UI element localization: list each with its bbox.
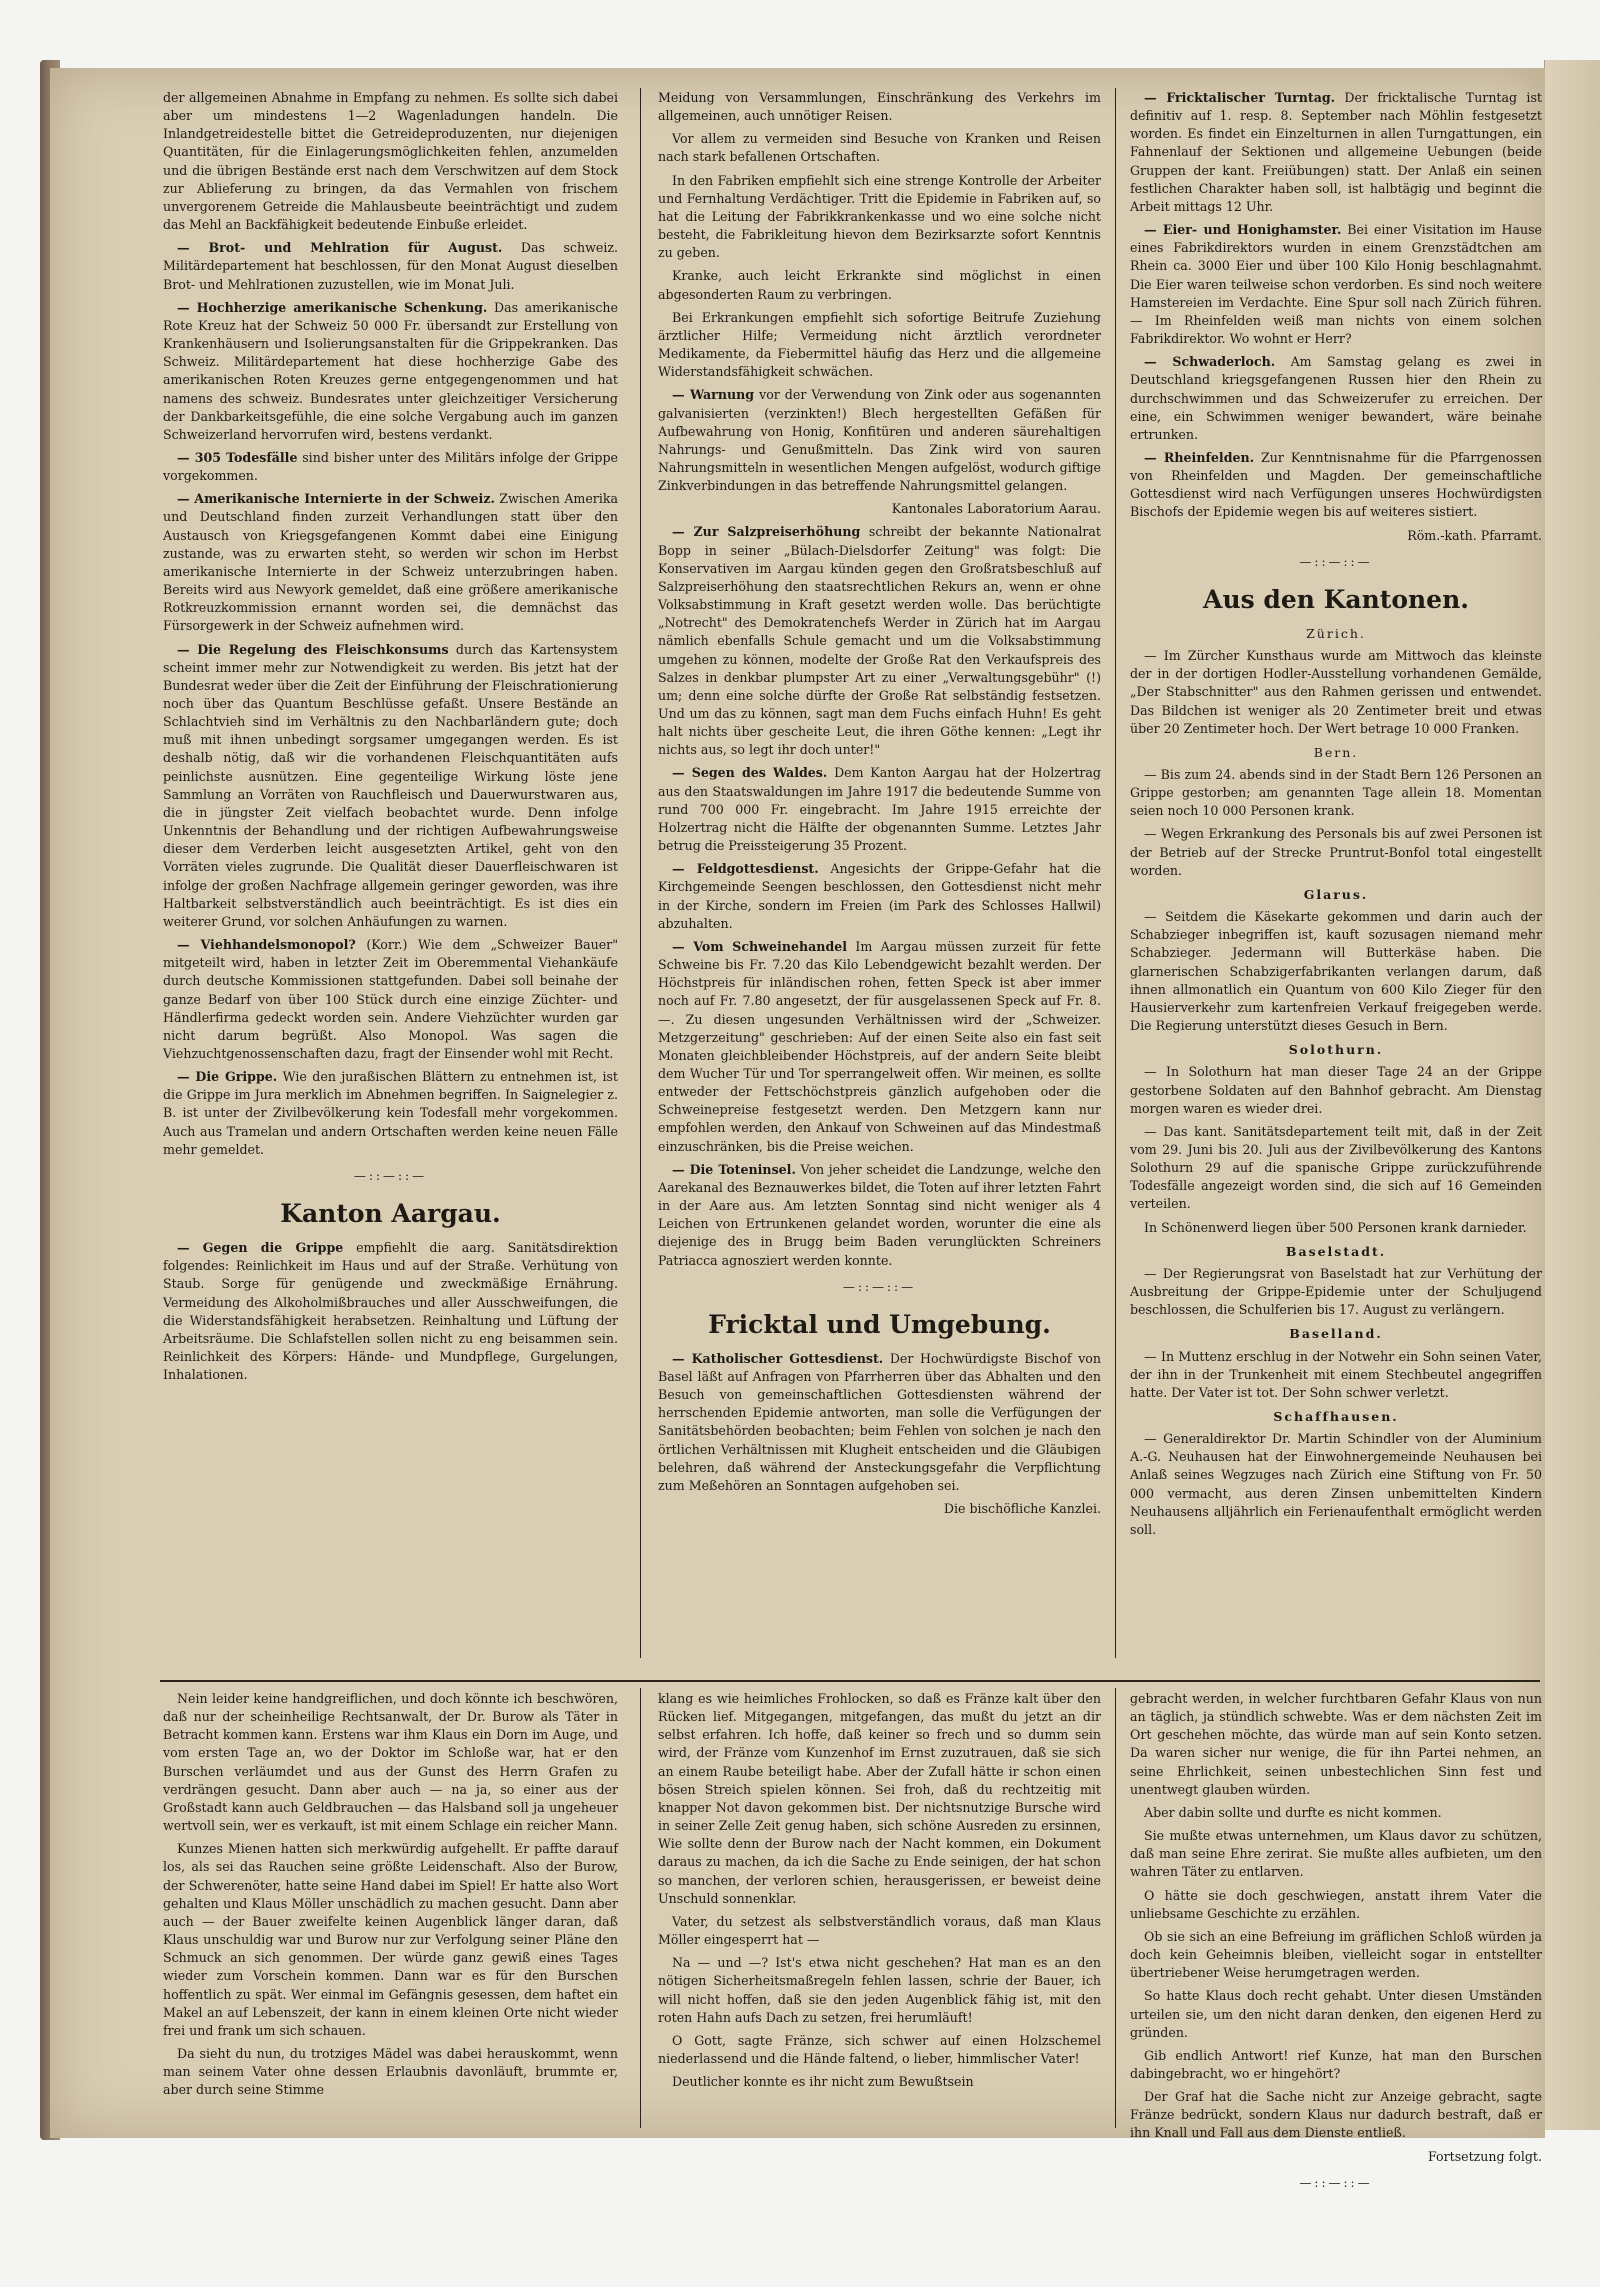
canton-subheading: Baselstadt.: [1285, 1243, 1387, 1259]
article-lead: — Hochherzige amerikanische Schenkung.: [177, 299, 488, 315]
canton-subheading: Schaffhausen.: [1273, 1409, 1399, 1424]
feuilleton-text: Der Graf hat die Sache nicht zur Anzeige gebracht, sagte Fränze bedrückt, sondern Klaus nur dadurch bestraft, daß er ihn Knall und Fall aus dem Dienste entließ.: [1130, 2089, 1542, 2141]
column-1: [163, 89, 618, 1668]
article: [658, 938, 1101, 1156]
article-signature: Kantonales Laboratorium Aarau.: [891, 501, 1101, 517]
article-text: — Bis zum 24. abends sind in der Stadt Bern 126 Personen an Grippe gestorben; am genannten Tage allein 18. Momentan seien noch 10 000 Personen krank.: [1130, 767, 1542, 819]
feuilleton-text: Sie mußte etwas unternehmen, um Klaus davor zu schützen, daß man seine Ehre zerirat. Sie mußte alles aufbieten, um den wahren Täter zu entlarven.: [1130, 1828, 1542, 1880]
article-text: vor der Verwendung von Zink oder aus sogenannten galvanisierten (verzinkten!) Blech hergestellten Gefäßen für Aufbewahrung von Honig, Konfitüren und anderen säurehaltigen Nahrungs- und Genußmitteln. Das Zink wird von sauren Nahrungsmitteln in wesentlichen Mengen aufgelöst, wodurch giftige Zinkverbindungen in das betreffende Nahrungsmittel gelangen.: [658, 387, 1101, 494]
article-text: Zur Kenntnisnahme für die Pfarrgenossen von Rheinfelden und Magden. Der gemeinschaftliche Gottesdienst wird nach Verfügungen unseres Hochwürdigsten Bischofs der Epidemie wegen bis auf weiteres sistiert.: [1130, 449, 1542, 520]
article-lead: — Die Toteninsel.: [672, 1161, 796, 1177]
article-lead: — Segen des Waldes.: [672, 765, 828, 781]
feuilleton-text: So hatte Klaus doch recht gehabt. Unter diesen Umständen urteilen sie, um den nicht daran denken, den eigenen Herd zu gründen.: [1130, 1988, 1542, 2040]
article: [658, 1161, 1101, 1270]
feuilleton-rule: [160, 1680, 1540, 1682]
article-signature: Röm.-kath. Pfarramt.: [1407, 527, 1542, 543]
article-text: In den Fabriken empfiehlt sich eine strenge Kontrolle der Arbeiter und Fernhaltung Verdächtiger. Tritt die Epidemie in Fabriken auf, so hat die Leitung der Fabrikkrankenkasse und wo eine solche nicht besteht, die Fabrikleitung hievon dem Bezirksarzte sofort Kenntnis zu geben.: [658, 172, 1101, 261]
section-heading-aargau: Kanton Aargau.: [280, 1199, 501, 1229]
article-lead: — Schwaderloch.: [1144, 354, 1276, 370]
article-text: Das schweiz. Militärdepartement hat beschlossen, für den Monat August dieselben Brot- und Mehlrationen zuzustellen, wie im Monat Juli.: [163, 240, 618, 292]
article-text: Der fricktalische Turntag ist definitiv auf 1. resp. 8. September nach Möhlin festgesetzt worden. Es findet ein Einzelturnen in allen Turngattungen, ein Fahnenlauf der Sektionen und allgemeine Uebungen (beide Gruppen der kant. Freiübungen) statt. Der Anlaß ein seinen festlichen Charakter haben soll, ist halbtägig und beginnt die Arbeit mittags 12 Uhr.: [1130, 90, 1542, 214]
article-text: Angesichts der Grippe-Gefahr hat die Kirchgemeinde Seengen beschlossen, den Gottesdienst nicht mehr in der Kirche, sondern im Freien (im Park des Schlosses Hallwil) abzuhalten.: [658, 861, 1101, 931]
article-text: — Wegen Erkrankung des Personals bis auf zwei Personen ist der Betrieb auf der Strecke Pruntrut-Bonfol total eingestellt worden.: [1130, 826, 1542, 878]
article: [163, 490, 618, 635]
feuilleton-text: Deutlicher konnte es ihr nicht zum Bewußtsein: [672, 2074, 974, 2090]
article-lead: — Warnung: [672, 387, 755, 403]
article: [1130, 89, 1542, 216]
article-text: Am Samstag gelang es zwei in Deutschland kriegsgefangenen Russen hier den Rhein zu durchschwimmen und das Schweizerufer zu erreichen. Der eine, ein Schwimmen weniger bewandert, wäre beinahe ertrunken.: [1130, 354, 1542, 442]
section-heading-fricktal: Fricktal und Umgebung.: [708, 1309, 1051, 1339]
article: [163, 936, 618, 1063]
feuilleton-text: Gib endlich Antwort! rief Kunze, hat man den Burschen dabingebracht, wo er hingehört?: [1130, 2047, 1542, 2081]
feuilleton-column-2: [658, 1690, 1101, 2128]
section-heading-kantone: Aus den Kantonen.: [1203, 584, 1469, 614]
column-rule: [640, 88, 641, 1658]
article: [658, 1350, 1101, 1495]
article-lead: — Feldgottesdienst.: [672, 861, 819, 877]
article: [658, 523, 1101, 759]
article-lead: — Brot- und Mehlration für August.: [177, 240, 503, 256]
article-text: Zwischen Amerika und Deutschland finden zurzeit Verhandlungen statt über den Austausch von Kriegsgefangenen Kommt dabei eine Einigung zustande, was zu erwarten steht, so werden wir schon im Herbst amerikanische Internierte in der Schweiz unterzubringen haben. Bereits wird aus Newyork gemeldet, daß eine größere amerikanische Rotkreuzkommission ernannt worden sei, die demnächst das Fürsorgewerk in der Schweiz aufnehmen wird.: [163, 491, 618, 634]
article-text: sind bisher unter des Militärs infolge der Grippe vorgekommen.: [163, 449, 618, 484]
article-text: der allgemeinen Abnahme in Empfang zu nehmen. Es sollte sich dabei aber um mindestens 1—2 Wagenladungen handeln. Die Inlandgetreidestelle bittet die Getreideproduzenten, nur diejenigen Quantitäten, für die Einlagerungsmöglichkeiten fehlen, anzumelden und die übrigen Bestände erst nach dem Verschwitzen auf dem Stock zur Ablieferung zu bringen, da das Vermahlen von frischem unvergorenem Getreide die Mahlausbeute beeinträchtigt und zudem das Mehl an Backfähigkeit bedeutende Einbuße erleidet.: [163, 90, 618, 233]
canton-subheading: Zürich.: [1306, 625, 1366, 641]
article-lead: — Die Grippe.: [177, 1069, 278, 1085]
continuation-note: Fortsetzung folgt.: [1427, 2148, 1542, 2164]
article-text: Wie den juraßischen Blättern zu entnehmen ist, ist die Grippe im Jura merklich im Abnehmen begriffen. In Saignelegier z. B. ist unter der Zivilbevölkerung kein Todesfall mehr vorgekommen. Auch aus Tramelan und andern Ortschaften werden keine neuen Fälle mehr gemeldet.: [163, 1069, 618, 1157]
article-lead: — 305 Todesfälle: [177, 449, 298, 465]
article-text: Kranke, auch leicht Erkrankte sind möglichst in einen abgesonderten Raum zu verbringen.: [658, 268, 1101, 302]
article: [658, 860, 1101, 933]
feuilleton-column-1: [163, 1690, 618, 2128]
column-rule: [640, 1688, 641, 2128]
article-text: Von jeher scheidet die Landzunge, welche den Aarekanal des Beznauwerkes bildet, die Toten auf ihrer letzten Fahrt in der Aare aus. Am letzten Sonntag sind nicht weniger als 4 Leichen von Ertrunkenen gelandet worden, worunter die eine als diejenige des in Brugg beim Baden verunglückten Schreiners Patriacca agnosziert werden konnte.: [658, 1161, 1101, 1268]
section-separator: —::—::—: [1299, 2175, 1373, 2190]
canton-subheading: Glarus.: [1303, 886, 1369, 902]
article-text: (Korr.) Wie dem „Schweizer Bauer" mitgeteilt wird, haben in letzter Zeit im Oberemmental Viehankäufe durch deutsche Kommissionen stattgefunden. Dabei soll beinahe der ganze Bedarf von über 100 Stück durch eine einzige Züchter- und Händlerfirma gedeckt worden sein. Andere Viehzüchter wurden gar nicht darum begrüßt. Also Monopol. Was sagen die Viehzuchtgenossenschaften dazu, fragt der Einsender wohl mit Recht.: [163, 937, 618, 1061]
article-text: Dem Kanton Aargau hat der Holzertrag aus den Staatswaldungen im Jahre 1917 die bedeutende Summe von rund 700 000 Fr. eingebracht. Im Jahre 1915 erreichte der Holzertrag nicht die Hälfte der obgenannten Summe. Letztes Jahr betrug die Preissteigerung 35 Prozent.: [658, 765, 1101, 854]
column-rule: [1115, 1688, 1116, 2128]
article-lead: — Zur Salzpreiserhöhung: [672, 524, 861, 540]
article-text: empfiehlt die aarg. Sanitätsdirektion folgendes: Reinlichkeit im Haus und auf der Straße. Verhütung von Staub. Sorge für genügende und zweckmäßige Ernährung. Vermeidung des Alkoholmißbrauches und aller Ausschweifungen, die die Widerstandsfähigkeit herabsetzen. Reinhaltung und Lüftung der Arbeitsräume. Die Schlafstellen sollen nicht zu eng beisammen sein. Reinlichkeit des Körpers: Hände- und Mundpflege, Gurgelungen, Inhalationen.: [163, 1240, 618, 1383]
article-text: Der Hochwürdigste Bischof von Basel läßt auf Anfragen von Pfarrherren über das Abhalten und den Besuch von gemeinschaftlichen Gottesdiensten während der herrschenden Epidemie antworten, man solle die Verfügungen der Sanitätsbehörden beobachten; beim Fehlen von solchen je nach den örtlichen Verhältnissen mit Klugheit entscheiden und die Gläubigen belehren, daß während der Ansteckungsgefahr die Verpflichtung zum Meßehören an Sonntagen aufgehoben sei.: [658, 1350, 1101, 1493]
article-lead: — Amerikanische Internierte in der Schweiz.: [177, 491, 495, 507]
feuilleton-text: Ob sie sich an eine Befreiung im gräflichen Schloß würden ja doch kein Geheimnis bleiben, vielleicht sogar in entstellter übertriebener Weise herumgetragen werden.: [1130, 1928, 1542, 1981]
adjacent-page-edge: [1544, 60, 1600, 2130]
feuilleton-text: O Gott, sagte Fränze, sich schwer auf einen Holzschemel niederlassend und die Hände faltend, o lieber, himmlischer Vater!: [658, 2032, 1101, 2066]
feuilleton-column-3: [1130, 1690, 1542, 2190]
feuilleton-text: Na — und —? Ist's etwa nicht geschehen? Hat man es an den nötigen Sicherheitsmaßregeln fehlen lassen, schrie der Bauer, ich will nicht hoffen, daß sie den jeden Augenblick fähig ist, mit den roten Hahn aufs Dach zu setzen, frei herumläuft!: [658, 1955, 1101, 2025]
feuilleton-text: Aber dabin sollte und durfte es nicht kommen.: [1144, 1804, 1442, 1820]
section-separator: —::—::—: [353, 1168, 428, 1183]
article: [1130, 449, 1542, 522]
section-separator: —::—::—: [842, 1279, 917, 1294]
article-text: durch das Kartensystem scheint immer mehr zur Notwendigkeit zu werden. Bis jetzt hat der Bundesrat weder über die Zeit der Einführung der Fleischrationierung noch über das Quantum Beschlüsse gefaßt. Unsere Bestände an Schlachtvieh sind im Verhältnis zu den Nachbarländern gute; doch muß mit ihnen unbedingt sorgsamer umgegangen werden. Es ist deshalb nötig, daß wir die vorhandenen Fleischquantitäten aufs peinlichste ausnützen. Eine gegenteilige Wirkung löste jene Sammlung an Vorräten von Rauchfleisch und Dauerwurstwaren aus, die in jüngster Zeit vielfach beobachtet wurde. Denn infolge Unkenntnis der Behandlung und der richtigen Aufbewahrungsweise dieser dem Verderben leicht ausgesetzten Artikel, geht von den Vorräten vieles zugrunde. Die Qualität dieser Dauerfleischwaren ist infolge der großen Nachfrage allgemein geringer geworden, was ihre Haltbarkeit selbstverständlich auch beeinträchtigt. Es ist dies ein weiterer Grund, vor solchen Anhäufungen zu warnen.: [163, 641, 618, 929]
article: [163, 299, 618, 444]
feuilleton-text: O hätte sie doch geschwiegen, anstatt ihrem Vater die unliebsame Geschichte zu erzählen.: [1130, 1887, 1542, 1921]
article-lead: — Die Regelung des Fleischkonsums: [177, 641, 449, 657]
feuilleton-text: Nein leider keine handgreiflichen, und doch könnte ich beschwören, daß nur der scheinheilige Rechtsanwalt, der Dr. Burow als Täter in Betracht kommen kann. Erstens war ihm Klaus ein Dorn im Auge, und vom ersten Tage an, wo der Doktor im Schloße war, hat er den Burschen verläumdet und aus der Gunst des Herrn Grafen zu verdrängen gesucht. Dann aber auch — na ja, so einer aus der Großstadt kann auch Geldbrauchen — das Halsband soll ja ungeheuer wertvoll sein, wer es verkauft, ist mit einem Schlage ein reicher Mann.: [163, 1691, 618, 1834]
newspaper-page: [50, 68, 1545, 2190]
article-signature: Die bischöfliche Kanzlei.: [943, 1501, 1101, 1517]
article-text: Das amerikanische Rote Kreuz hat der Schweiz 50 000 Fr. übersandt zur Erstellung von Krankenhäusern und Isolierungsanstalten für die Grippekranken. Das Schweiz. Militärdepartement hat diese hochherzige Gabe des amerikanischen Roten Kreuzes gerne entgegengenommen und hat namens des schweiz. Bundesrates unter gleichzeitiger Versicherung der Dankbarkeitsgefühle, die eine solche Vergabung auch im ganzen Schweizerland hervorrufen wird, bestens verdankt.: [163, 299, 618, 442]
article-lead: — Gegen die Grippe: [177, 1240, 344, 1256]
canton-subheading: Solothurn.: [1288, 1042, 1384, 1058]
article: [658, 386, 1101, 495]
article-text: — Der Regierungsrat von Baselstadt hat zur Verhütung der Ausbreitung der Grippe-Epidemie unter der Schuljugend beschlossen, die Schulferien bis 17. August zu verlängern.: [1130, 1265, 1542, 1318]
article-text: Im Aargau müssen zurzeit für fette Schweine bis Fr. 7.20 das Kilo Lebendgewicht bezahlt werden. Der Höchstpreis für inländischen rohen, fetten Speck ist aber immer noch auf Fr. 7.80 angesetzt, der für ausgelassenen Speck auf Fr. 8.—. Zu diesen ungesunden Verhältnissen wird der „Schweizer. Metzgerzeitung" geschrieben: Auf der einen Seite also ein fast seit Monaten gleichbleibender Höchstpreis, auf der andern Seite bleibt dem Wucher Tür und Tor sperrangelweit offen. Wir meinen, es sollte entweder der Fettschöchstpreis gänzlich aufgehoben oder die Schweinepreise festgesetzt werden. Den Metzgern kann nur empfohlen werden, den Ankauf von Schweinen auf das Mindestmaß einzuschränken, bis die Preise weichen.: [658, 938, 1101, 1154]
article-text: Bei Erkrankungen empfiehlt sich sofortige Beitrufe Zuziehung ärztlicher Hilfe; Vermeidung nicht ärztlich verordneter Medikamente, da Fiebermittel häufig das Herz und die allgemeine Widerstandsfähigkeit schwächen.: [658, 309, 1101, 380]
article: [1130, 353, 1542, 444]
column-3: [1130, 89, 1542, 1668]
feuilleton-text: Vater, du setzest als selbstverständlich voraus, daß man Klaus Möller eingesperrt hat —: [658, 1913, 1101, 1948]
section-separator: —::—::—: [1299, 554, 1373, 569]
article: [163, 239, 618, 293]
article: [163, 641, 618, 932]
feuilleton-text: Kunzes Mienen hatten sich merkwürdig aufgehellt. Er paffte darauf los, als sei das Rauchen seine größte Leidenschaft. Also der Burow, der Schwerenöter, hatte seine Hand dabei im Spiel! Er hatte also Wort gehalten und Klaus Möller unschädlich zu machen gesucht. Dann aber auch — der Bauer zweifelte keinen Augenblick länger daran, daß Klaus unschuldig war und Burow nur zur Verfolgung seiner Pläne den Schmuck an sich genommen. Der würde ganz gewiß eines Tages wieder zum Vorschein kommen. Dann war es für den Burschen hoffentlich zu spät. Wer einmal im Gefängnis gesessen, dem haftet ein Makel an auf Lebenszeit, der kann in einem kleinen Orte nicht wieder frei und frank um sich schauen.: [163, 1841, 618, 2038]
article: [163, 1068, 618, 1159]
article: [1130, 221, 1542, 348]
article-text: — In Muttenz erschlug in der Notwehr ein Sohn seinen Vater, der ihn in der Trunkenheit mit einem Stechbeutel angegriffen hatte. Der Vater ist tot. Der Sohn schwer verletzt.: [1130, 1348, 1542, 1400]
article-text: — Das kant. Sanitätsdepartement teilt mit, daß in der Zeit vom 29. Juni bis 20. Juli aus der Zivilbevölkerung des Kantons Solothurn 29 auf die spanische Grippe zurückzuführende Todesfälle angezeigt worden sind, die sich auf 16 Gemeinden verteilen.: [1130, 1123, 1542, 1212]
article-text: Bei einer Visitation im Hause eines Fabrikdirektors wurden in einem Grenzstädtchen am Rhein ca. 3000 Eier und über 100 Kilo Honig beschlagnahmt. Die Eier waren teilweise schon verdorben. Es sind noch weitere Hamstereien im Verdachte. Eine Spur soll nach Zürich führen. — Im Rheinfelden weiß man nichts von einem solchen Fabrikdirektor. Wo wohnt er Herr?: [1130, 222, 1542, 347]
feuilleton-text: gebracht werden, in welcher furchtbaren Gefahr Klaus von nun an täglich, ja stündlich schwebte. Was er dem nächsten Zeit im Ort geschehen möchte, das würde man auf sein Konto setzen. Da waren sicher nur wenige, die für ihn Partei nehmen, an seine Ehrlichkeit, seinen unbestechlichen Sinn fest und unentwegt glauben würden.: [1130, 1691, 1542, 1797]
article-text: — Seitdem die Käsekarte gekommen und darin auch der Schabzieger inbegriffen ist, kauft sozusagen niemand mehr Schabzieger. Jedermann will Butterkäse haben. Die glarnerischen Schabzigerfabrikanten verlangen darum, daß ihnen allmonatlich ein Quantum von 600 Kilo Zieger für den Hausierverkehr zum kartenfreien Verkauf freigegeben werde. Die Regierung unterstützt dieses Gesuch in Bern.: [1130, 909, 1542, 1034]
article-text: In Schönenwerd liegen über 500 Personen krank darnieder.: [1144, 1219, 1527, 1235]
canton-subheading: Bern.: [1313, 744, 1359, 760]
article-lead: — Eier- und Honighamster.: [1144, 222, 1342, 238]
canton-subheading: Baselland.: [1289, 1326, 1383, 1342]
article-text: schreibt der bekannte Nationalrat Bopp in seiner „Bülach-Dielsdorfer Zeitung" was folgt: Die Konservativen im Aargau künden gegen den Großratsbeschluß auf Salzpreiserhöhung den staatsrechtlichen Rekurs an, wenn er ohne Volksabstimmung in Kraft gesetzt werden wolle. Das berüchtigte „Notrecht" des Demokratenchefs Werder in Zürich hat im Aargau nämlich ebenfalls Schule gemacht und um die Volksabstimmung umgehen zu können, modelte der Große Rat den Verkaufspreis des Salzes in denkbar plumpster Art zu einer „Verwaltungsgebühr" (!) um; denn eine solche dürfte der Große Rat selbständig festsetzen. Und um das zu können, sagt man dem Fuchs einfach Huhn! Es geht halt nichts über gescheite Leut, die ihren Göthe kennen: „Legt ihr nichts aus, so legt ihr doch unter!": [658, 524, 1101, 758]
article-text: — Im Zürcher Kunsthaus wurde am Mittwoch das kleinste der in der dortigen Hodler-Ausstellung vorhandenen Gemälde, „Der Stabschnitter" aus den Rahmen gerissen und entwendet. Das Bildchen ist weniger als 20 Zentimeter breit und etwas über 20 Zentimeter hoch. Der Wert betrage 10 000 Franken.: [1130, 648, 1542, 736]
article-lead: — Fricktalischer Turntag.: [1144, 90, 1336, 105]
feuilleton-text: klang es wie heimliches Frohlocken, so daß es Fränze kalt über den Rücken lief. Mitgegangen, mitgefangen, das mußt du jetzt an dir selbst erfahren. Ich hoffe, daß keiner so frech und so dumm sein wird, der Fränze vom Kunzenhof im Ernst zuzutrauen, daß sie sich an einem Raube beteiligt habe. Aber der Zufall hätte ir schon einen bösen Streich spielen können. Sei froh, daß du rechtzeitig mit knapper Not davon gekommen bist. Der nichtsnutzige Bursche wird in seiner Zelle Zeit genug haben, sich schöne Ausreden zu ersinnen, Wie sollte denn der Burow nach der Nacht kommen, ein Dokument daraus zu machen, da ich die Sache zu Ende seinigen, der hat schon so manchen, der verloren schien, herausgerissen, er beweist deine Unschuld sonnenklar.: [658, 1691, 1101, 1906]
article-text: — Generaldirektor Dr. Martin Schindler von der Aluminium A.-G. Neuhausen hat der Einwohnergemeinde Neuhausen bei Anlaß seines Wegzuges nach Zürich eine Stiftung von Fr. 50 000 vermacht, aus deren Zinsen unbemittelten Kindern Neuhausens alljährlich ein Ferienaufenthalt ermöglicht werden soll.: [1130, 1431, 1542, 1537]
article-lead: — Vom Schweinehandel: [672, 938, 848, 954]
article-lead: — Viehhandelsmonopol?: [177, 937, 356, 953]
article: [163, 1239, 618, 1384]
feuilleton-text: Da sieht du nun, du trotziges Mädel was dabei herauskommt, wenn man seinem Vater ohne dessen Erlaubnis davonläuft, brummte er, aber durch seine Stimme: [163, 2045, 618, 2098]
article-text: — In Solothurn hat man dieser Tage 24 an der Grippe gestorbene Soldaten auf den Bahnhof gebracht. Am Dienstag morgen waren es wieder drei.: [1130, 1064, 1542, 1116]
article-lead: — Katholischer Gottesdienst.: [672, 1350, 884, 1366]
column-rule: [1115, 88, 1116, 1658]
article-text: Meidung von Versammlungen, Einschränkung des Verkehrs im allgemeinen, auch unnötiger Reisen.: [658, 90, 1101, 124]
article: [658, 764, 1101, 855]
article-text: Vor allem zu vermeiden sind Besuche von Kranken und Reisen nach stark befallenen Ortschaften.: [658, 131, 1101, 165]
column-2: [658, 89, 1101, 1668]
article: [163, 449, 618, 485]
article-lead: — Rheinfelden.: [1144, 449, 1255, 465]
